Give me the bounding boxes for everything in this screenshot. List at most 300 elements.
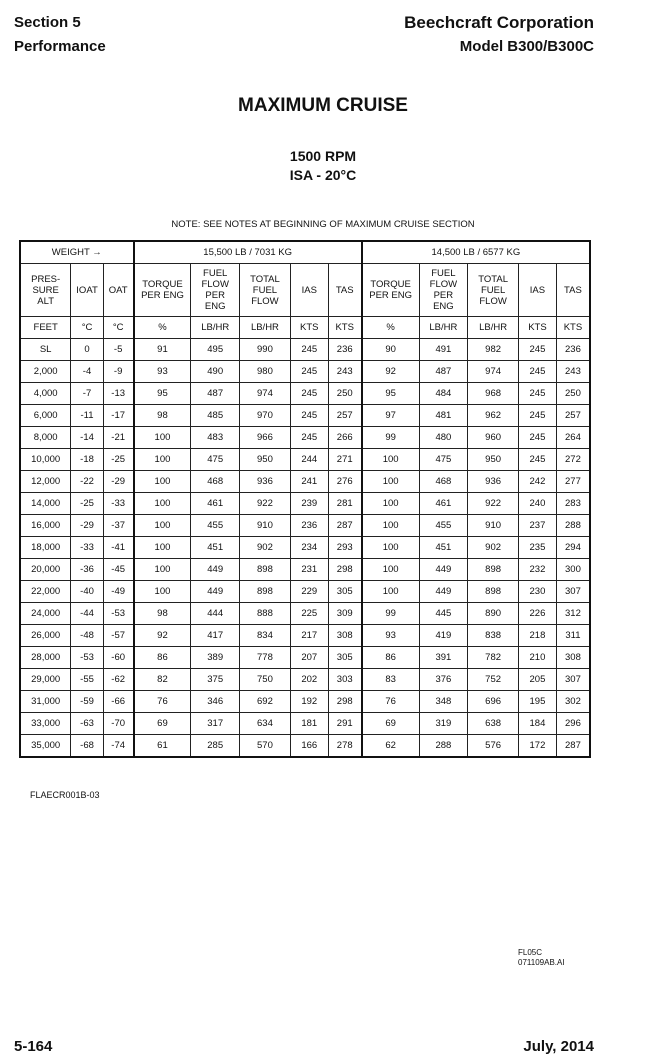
table-cell: 902	[240, 537, 291, 559]
table-cell: 302	[556, 691, 590, 713]
unit-cell: KTS	[328, 317, 362, 339]
table-cell: 291	[328, 713, 362, 735]
table-cell: -29	[71, 515, 103, 537]
table-cell: 237	[519, 515, 557, 537]
table-cell: -33	[71, 537, 103, 559]
table-cell: 93	[362, 625, 419, 647]
unit-cell: LB/HR	[468, 317, 519, 339]
table-cell: 634	[240, 713, 291, 735]
table-cell: 226	[519, 603, 557, 625]
table-row	[20, 405, 590, 427]
table-cell: SL	[20, 339, 71, 361]
table-cell: 26,000	[20, 625, 71, 647]
table-cell: 100	[362, 471, 419, 493]
table-cell: 692	[240, 691, 291, 713]
table-row	[20, 471, 590, 493]
table-cell: 100	[362, 581, 419, 603]
table-cell: -22	[71, 471, 103, 493]
table-cell: 298	[328, 559, 362, 581]
table-cell: 231	[290, 559, 328, 581]
table-cell: 22,000	[20, 581, 71, 603]
unit-cell: LB/HR	[419, 317, 468, 339]
table-row	[20, 361, 590, 383]
table-cell: 61	[134, 735, 191, 758]
file-code-line1: FL05C	[518, 948, 543, 957]
table-cell: 319	[419, 713, 468, 735]
table-cell: 100	[362, 449, 419, 471]
table-cell: 266	[328, 427, 362, 449]
table-cell: 76	[362, 691, 419, 713]
table-cell: -7	[71, 383, 103, 405]
col-fuel-flow-b: FUEL FLOW PER ENG	[419, 264, 468, 317]
unit-cell: °C	[71, 317, 103, 339]
table-cell: 100	[362, 515, 419, 537]
table-cell: 419	[419, 625, 468, 647]
table-cell: 18,000	[20, 537, 71, 559]
table-cell: 778	[240, 647, 291, 669]
table-cell: 62	[362, 735, 419, 758]
table-cell: 449	[191, 559, 240, 581]
table-note: NOTE: SEE NOTES AT BEGINNING OF MAXIMUM CRUISE SECTION	[171, 219, 475, 230]
table-cell: 195	[519, 691, 557, 713]
table-cell: 296	[556, 713, 590, 735]
table-cell: 480	[419, 427, 468, 449]
table-cell: 98	[134, 603, 191, 625]
table-cell: -33	[103, 493, 133, 515]
table-cell: -68	[71, 735, 103, 758]
unit-cell: °C	[103, 317, 133, 339]
table-cell: 244	[290, 449, 328, 471]
table-cell: -40	[71, 581, 103, 603]
table-cell: 910	[240, 515, 291, 537]
table-cell: -14	[71, 427, 103, 449]
weight-row	[20, 241, 590, 264]
table-cell: -49	[103, 581, 133, 603]
table-cell: -41	[103, 537, 133, 559]
table-cell: 181	[290, 713, 328, 735]
unit-cell: %	[362, 317, 419, 339]
subtitle	[0, 147, 646, 185]
table-cell: 100	[134, 559, 191, 581]
table-cell: 468	[191, 471, 240, 493]
table-cell: -55	[71, 669, 103, 691]
table-cell: -44	[71, 603, 103, 625]
table-cell: 2,000	[20, 361, 71, 383]
table-cell: 294	[556, 537, 590, 559]
unit-cell: LB/HR	[240, 317, 291, 339]
weight-a-header: 15,500 LB / 7031 KG	[134, 241, 362, 264]
table-cell: 308	[328, 625, 362, 647]
table-cell: 838	[468, 625, 519, 647]
table-cell: 236	[328, 339, 362, 361]
table-cell: 495	[191, 339, 240, 361]
table-cell: 962	[468, 405, 519, 427]
table-cell: 461	[191, 493, 240, 515]
table-cell: 184	[519, 713, 557, 735]
table-cell: 4,000	[20, 383, 71, 405]
col-ias-a: IAS	[290, 264, 328, 317]
table-cell: 230	[519, 581, 557, 603]
table-cell: 236	[556, 339, 590, 361]
table-cell: 298	[328, 691, 362, 713]
table-cell: 69	[362, 713, 419, 735]
table-cell: 982	[468, 339, 519, 361]
table-cell: -57	[103, 625, 133, 647]
table-row	[20, 493, 590, 515]
cruise-performance-table	[19, 240, 591, 758]
table-cell: 974	[240, 383, 291, 405]
table-row	[20, 339, 590, 361]
table-cell: 922	[468, 493, 519, 515]
section-header	[14, 11, 106, 59]
table-cell: 484	[419, 383, 468, 405]
table-row	[20, 383, 590, 405]
table-cell: 283	[556, 493, 590, 515]
table-cell: 300	[556, 559, 590, 581]
table-cell: 293	[328, 537, 362, 559]
figure-id: FLAECR001B-03	[30, 790, 100, 800]
table-cell: 29,000	[20, 669, 71, 691]
unit-cell: KTS	[556, 317, 590, 339]
table-cell: 483	[191, 427, 240, 449]
table-cell: 86	[134, 647, 191, 669]
table-cell: 487	[419, 361, 468, 383]
table-cell: 217	[290, 625, 328, 647]
table-body	[20, 339, 590, 758]
table-cell: 285	[191, 735, 240, 758]
table-cell: -74	[103, 735, 133, 758]
table-cell: 391	[419, 647, 468, 669]
table-cell: 782	[468, 647, 519, 669]
table-cell: -53	[103, 603, 133, 625]
table-cell: 100	[362, 537, 419, 559]
table-cell: 241	[290, 471, 328, 493]
table-cell: 245	[290, 339, 328, 361]
table-cell: 69	[134, 713, 191, 735]
col-fuel-flow-a: FUEL FLOW PER ENG	[191, 264, 240, 317]
table-cell: 936	[468, 471, 519, 493]
table-cell: 240	[519, 493, 557, 515]
table-cell: -66	[103, 691, 133, 713]
table-cell: 455	[191, 515, 240, 537]
weight-b-header: 14,500 LB / 6577 KG	[362, 241, 590, 264]
col-torque-b: TORQUE PER ENG	[362, 264, 419, 317]
table-cell: 236	[290, 515, 328, 537]
table-cell: 468	[419, 471, 468, 493]
table-cell: 99	[362, 427, 419, 449]
unit-cell: KTS	[290, 317, 328, 339]
table-cell: -5	[103, 339, 133, 361]
table-cell: 205	[519, 669, 557, 691]
table-cell: -48	[71, 625, 103, 647]
table-cell: 218	[519, 625, 557, 647]
table-cell: 485	[191, 405, 240, 427]
table-cell: 922	[240, 493, 291, 515]
table-row	[20, 669, 590, 691]
table-cell: 389	[191, 647, 240, 669]
table-cell: 229	[290, 581, 328, 603]
table-cell: 980	[240, 361, 291, 383]
table-cell: 245	[290, 427, 328, 449]
table-cell: 638	[468, 713, 519, 735]
table-cell: 974	[468, 361, 519, 383]
table-cell: 100	[134, 493, 191, 515]
table-cell: 455	[419, 515, 468, 537]
table-cell: -9	[103, 361, 133, 383]
file-code	[518, 948, 565, 968]
table-cell: 33,000	[20, 713, 71, 735]
table-cell: 451	[191, 537, 240, 559]
table-cell: 257	[328, 405, 362, 427]
table-cell: 475	[191, 449, 240, 471]
page-number: 5-164	[14, 1038, 53, 1055]
table-cell: 242	[519, 471, 557, 493]
table-row	[20, 581, 590, 603]
table-cell: 95	[134, 383, 191, 405]
table-cell: 245	[519, 405, 557, 427]
table-cell: 234	[290, 537, 328, 559]
table-cell: 950	[468, 449, 519, 471]
table-cell: 90	[362, 339, 419, 361]
col-ioat: IOAT	[71, 264, 103, 317]
table-cell: 82	[134, 669, 191, 691]
table-cell: 100	[362, 559, 419, 581]
table-cell: 225	[290, 603, 328, 625]
table-cell: 24,000	[20, 603, 71, 625]
revision-date: July, 2014	[523, 1038, 594, 1055]
table-cell: -63	[71, 713, 103, 735]
table-cell: -29	[103, 471, 133, 493]
table-cell: 481	[419, 405, 468, 427]
table-cell: 752	[468, 669, 519, 691]
table-row	[20, 559, 590, 581]
table-cell: 288	[419, 735, 468, 758]
table-cell: 100	[134, 449, 191, 471]
table-cell: 305	[328, 581, 362, 603]
table-cell: 902	[468, 537, 519, 559]
table-cell: 317	[191, 713, 240, 735]
table-cell: -36	[71, 559, 103, 581]
table-cell: 83	[362, 669, 419, 691]
table-cell: 232	[519, 559, 557, 581]
page-title: MAXIMUM CRUISE	[238, 95, 408, 116]
company-header	[404, 11, 594, 59]
col-tas-b: TAS	[556, 264, 590, 317]
table-cell: 449	[419, 581, 468, 603]
table-cell: -37	[103, 515, 133, 537]
table-cell: 95	[362, 383, 419, 405]
table-row	[20, 603, 590, 625]
table-cell: 245	[519, 427, 557, 449]
table-cell: 245	[290, 361, 328, 383]
table-cell: 207	[290, 647, 328, 669]
table-cell: 100	[134, 515, 191, 537]
table-cell: 100	[362, 493, 419, 515]
table-cell: 91	[134, 339, 191, 361]
table-cell: 245	[519, 339, 557, 361]
table-cell: 307	[556, 581, 590, 603]
table-cell: -45	[103, 559, 133, 581]
weight-label: WEIGHT →	[20, 241, 134, 264]
table-cell: -21	[103, 427, 133, 449]
table-row	[20, 647, 590, 669]
table-cell: 100	[134, 471, 191, 493]
table-cell: -17	[103, 405, 133, 427]
table-cell: 245	[519, 361, 557, 383]
table-cell: 311	[556, 625, 590, 647]
table-cell: 99	[362, 603, 419, 625]
table-cell: 487	[191, 383, 240, 405]
unit-cell: KTS	[519, 317, 557, 339]
table-cell: 461	[419, 493, 468, 515]
table-cell: 243	[328, 361, 362, 383]
unit-cell: FEET	[20, 317, 71, 339]
table-cell: 86	[362, 647, 419, 669]
table-cell: 278	[328, 735, 362, 758]
company-name: Beechcraft Corporation	[404, 13, 594, 32]
table-cell: -59	[71, 691, 103, 713]
table-row	[20, 625, 590, 647]
table-cell: 6,000	[20, 405, 71, 427]
table-cell: 16,000	[20, 515, 71, 537]
table-cell: 376	[419, 669, 468, 691]
table-cell: 250	[328, 383, 362, 405]
col-total-fuel-flow-a: TOTAL FUEL FLOW	[240, 264, 291, 317]
table-cell: 312	[556, 603, 590, 625]
table-cell: -4	[71, 361, 103, 383]
table-cell: 305	[328, 647, 362, 669]
table-row	[20, 427, 590, 449]
table-cell: -60	[103, 647, 133, 669]
table-cell: 303	[328, 669, 362, 691]
rpm-setting: 1500 RPM	[289, 148, 357, 164]
unit-cell: LB/HR	[191, 317, 240, 339]
table-cell: -13	[103, 383, 133, 405]
table-cell: 235	[519, 537, 557, 559]
table-cell: 348	[419, 691, 468, 713]
table-cell: 243	[556, 361, 590, 383]
table-cell: 264	[556, 427, 590, 449]
table-cell: 936	[240, 471, 291, 493]
table-cell: 250	[556, 383, 590, 405]
table-cell: 966	[240, 427, 291, 449]
table-cell: 570	[240, 735, 291, 758]
aircraft-model: Model B300/B300C	[459, 38, 594, 55]
table-cell: 20,000	[20, 559, 71, 581]
table-cell: 245	[290, 383, 328, 405]
unit-cell: %	[134, 317, 191, 339]
table-cell: 281	[328, 493, 362, 515]
table-cell: 287	[328, 515, 362, 537]
table-cell: 76	[134, 691, 191, 713]
table-cell: 576	[468, 735, 519, 758]
col-oat: OAT	[103, 264, 133, 317]
table-cell: 92	[134, 625, 191, 647]
table-cell: 444	[191, 603, 240, 625]
table-cell: 287	[556, 735, 590, 758]
table-row	[20, 735, 590, 758]
table-cell: 696	[468, 691, 519, 713]
table-row	[20, 691, 590, 713]
table-row	[20, 515, 590, 537]
table-cell: 968	[468, 383, 519, 405]
table-cell: -25	[71, 493, 103, 515]
table-cell: -53	[71, 647, 103, 669]
table-cell: 834	[240, 625, 291, 647]
table-cell: 346	[191, 691, 240, 713]
table-cell: 375	[191, 669, 240, 691]
table-cell: 239	[290, 493, 328, 515]
table-cell: 888	[240, 603, 291, 625]
table-cell: -62	[103, 669, 133, 691]
table-cell: 288	[556, 515, 590, 537]
table-cell: 172	[519, 735, 557, 758]
table-cell: 960	[468, 427, 519, 449]
table-cell: 970	[240, 405, 291, 427]
table-cell: 898	[468, 559, 519, 581]
table-cell: 451	[419, 537, 468, 559]
table-cell: 35,000	[20, 735, 71, 758]
table-cell: 307	[556, 669, 590, 691]
col-pressure-alt: PRES- SURE ALT	[20, 264, 71, 317]
col-total-fuel-flow-b: TOTAL FUEL FLOW	[468, 264, 519, 317]
table-cell: 490	[191, 361, 240, 383]
table-cell: 491	[419, 339, 468, 361]
table-cell: -11	[71, 405, 103, 427]
table-row	[20, 449, 590, 471]
table-cell: 272	[556, 449, 590, 471]
table-cell: 14,000	[20, 493, 71, 515]
table-cell: 98	[134, 405, 191, 427]
table-cell: 309	[328, 603, 362, 625]
table-cell: 28,000	[20, 647, 71, 669]
table-cell: 10,000	[20, 449, 71, 471]
table-cell: 245	[519, 383, 557, 405]
table-row	[20, 537, 590, 559]
table-cell: -70	[103, 713, 133, 735]
table-cell: 12,000	[20, 471, 71, 493]
file-code-line2: 071109AB.AI	[518, 958, 565, 967]
table-cell: 417	[191, 625, 240, 647]
table-cell: 449	[191, 581, 240, 603]
table-cell: 898	[240, 559, 291, 581]
table-cell: 910	[468, 515, 519, 537]
table-cell: 166	[290, 735, 328, 758]
table-cell: 750	[240, 669, 291, 691]
table-cell: 210	[519, 647, 557, 669]
table-cell: 276	[328, 471, 362, 493]
table-cell: 898	[240, 581, 291, 603]
table-cell: 8,000	[20, 427, 71, 449]
table-cell: 100	[134, 581, 191, 603]
table-cell: 308	[556, 647, 590, 669]
table-cell: -18	[71, 449, 103, 471]
section-title: Performance	[14, 38, 106, 55]
table-cell: 192	[290, 691, 328, 713]
table-cell: -25	[103, 449, 133, 471]
col-tas-a: TAS	[328, 264, 362, 317]
units-row	[20, 317, 590, 339]
table-cell: 898	[468, 581, 519, 603]
col-ias-b: IAS	[519, 264, 557, 317]
table-cell: 245	[519, 449, 557, 471]
table-cell: 257	[556, 405, 590, 427]
table-cell: 100	[134, 427, 191, 449]
col-torque-a: TORQUE PER ENG	[134, 264, 191, 317]
table-cell: 475	[419, 449, 468, 471]
table-cell: 271	[328, 449, 362, 471]
table-cell: 92	[362, 361, 419, 383]
